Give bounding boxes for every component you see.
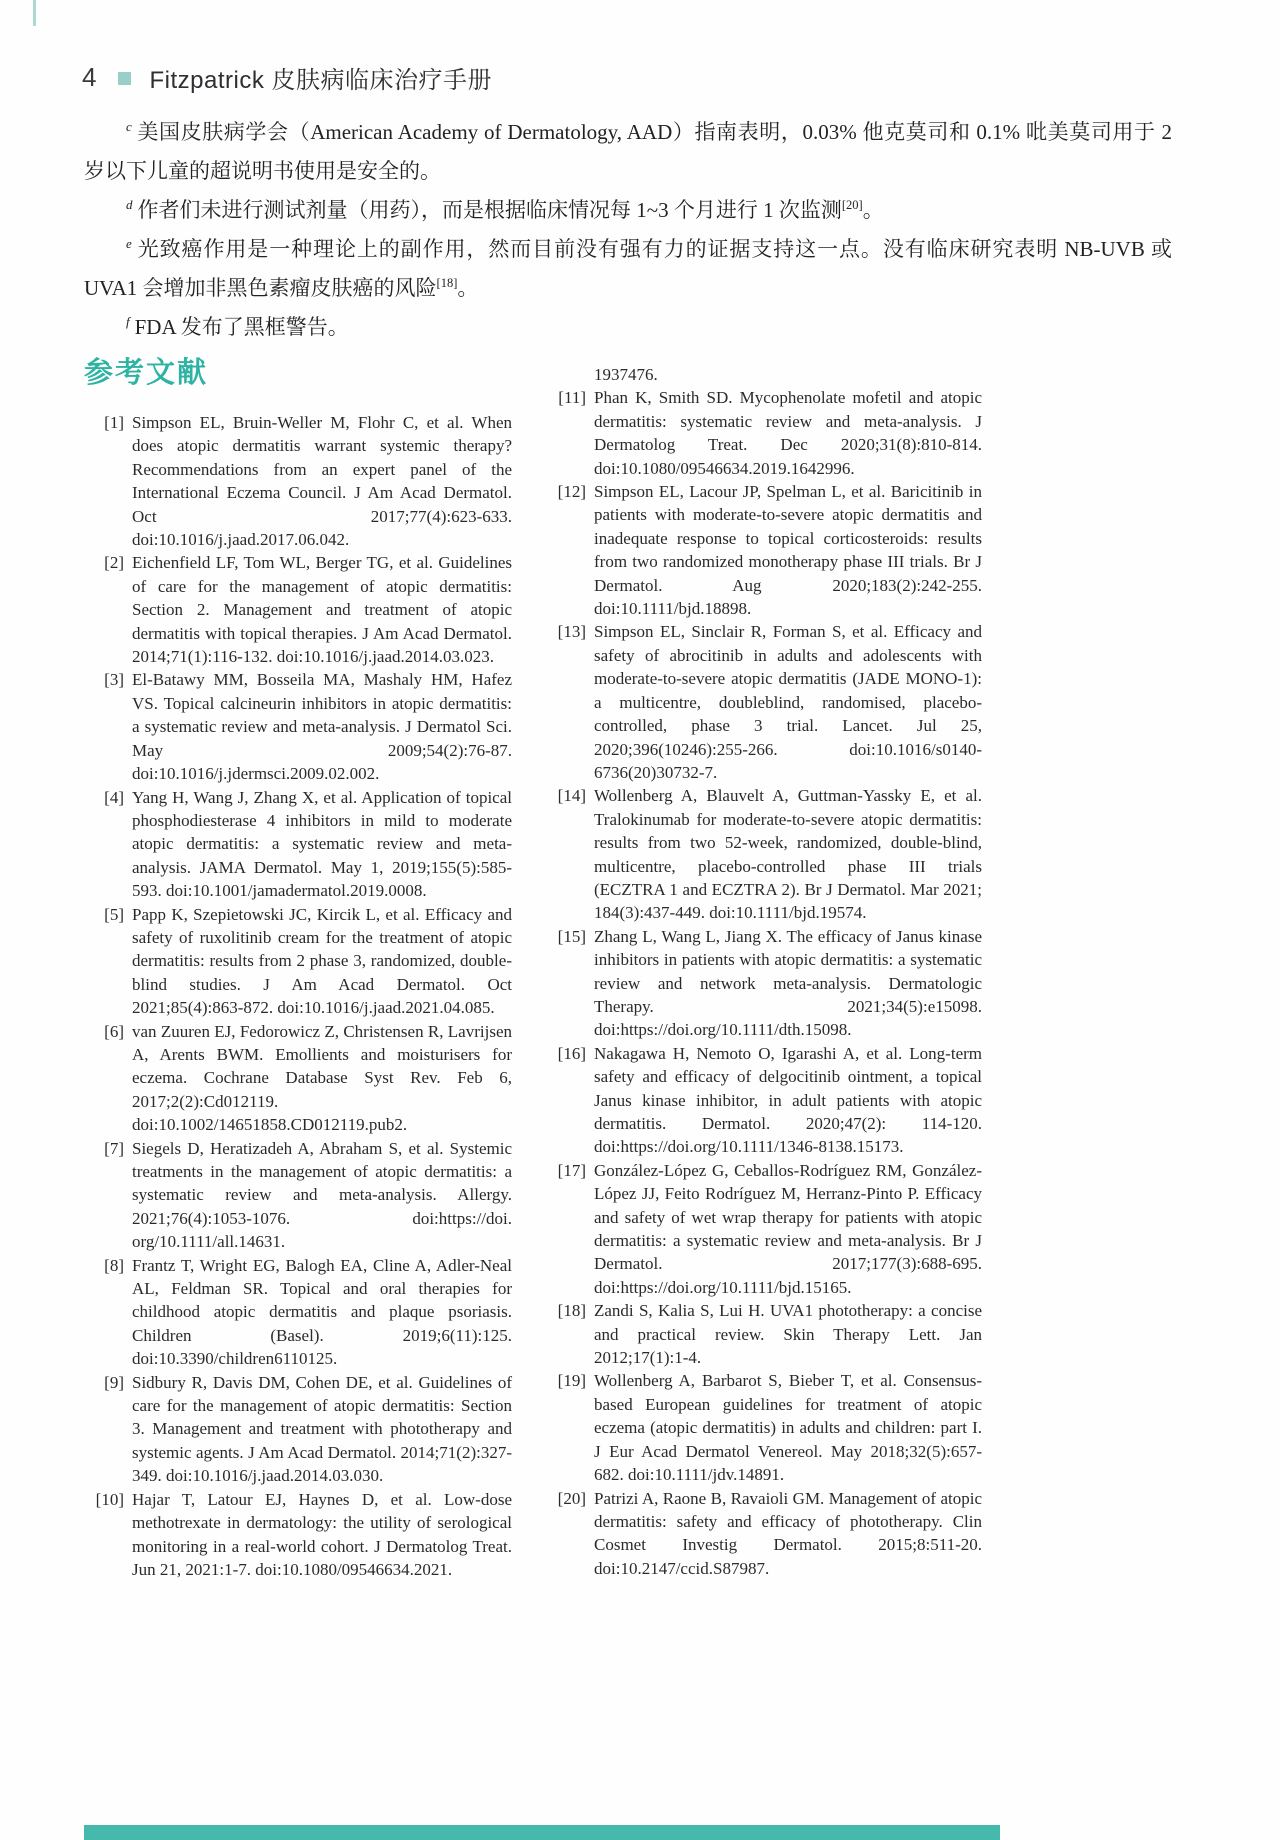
reference-text: Siegels D, Heratizadeh A, Abraham S, et al. Systemic treatments in the management of atopic dermatitis: a systematic review and meta-analysis. Allergy. 2021;76(4):1053-1076. doi:https://doi. org/10.1111/all.14631. <box>132 1138 512 1252</box>
reference-number: [18] <box>557 1301 586 1321</box>
reference-text: Hajar T, Latour EJ, Haynes D, et al. Low-dose methotrexate in dermatology: the utility of serological monitoring in a real-world cohort. J Dermatolog Treat. Jun 21, 2021:1-7. doi:10.1080/09546634.2021. <box>132 1489 512 1579</box>
reference-item <box>84 1020 512 1137</box>
reference-text: El-Batawy MM, Bosseila MA, Mashaly HM, Hafez VS. Topical calcineurin inhibitors in atopic dermatitis: a systematic review and meta-analysis. J Dermatol Sci. May 2009;54(2):76-87. doi:10.1016/j.jdermsci.2009.02.002. <box>132 670 512 784</box>
reference-number: [3] <box>104 670 124 690</box>
footnote-marker: d <box>126 197 133 212</box>
reference-text: Papp K, Szepietowski JC, Kircik L, et al. Efficacy and safety of ruxolitinib cream for the treatment of atopic dermatitis: results from 2 phase 3, randomized, double-blind studies. J Am Acad Dermatol. Oct 2021;85(4):863-872. doi:10.1016/j.jaad.2021.04.085. <box>132 904 512 1018</box>
reference-number: [5] <box>104 904 124 924</box>
reference-item <box>84 1254 512 1371</box>
reference-item <box>84 786 512 903</box>
reference-text: Zandi S, Kalia S, Lui H. UVA1 phototherapy: a concise and practical review. Skin Therapy Lett. Jan 2012;17(1):1-4. <box>594 1301 982 1368</box>
footnote-e <box>84 227 1172 305</box>
references-column-right <box>546 350 982 1581</box>
reference-text: Eichenfield LF, Tom WL, Berger TG, et al. Guidelines of care for the management of atopic dermatitis: Section 2. Management and treatment of atopic dermatitis with topical therapies. J Am Acad Dermatol. 2014;71(1):116-132. doi:10.1016/j.jaad.2014.03.023. <box>132 553 512 667</box>
reference-number: [7] <box>104 1138 124 1158</box>
reference-text: Wollenberg A, Blauvelt A, Guttman-Yassky E, et al. Tralokinumab for moderate-to-severe atopic dermatitis: results from two 52-week, randomized, double-blind, multicentre, placebo-controlled phase III trials (ECZTRA 1 and ECZTRA 2). Br J Dermatol. Mar 2021; 184(3):437-449. doi:10.1111/bjd.19574. <box>594 786 982 923</box>
reference-number: [4] <box>104 787 124 807</box>
footnote-c <box>84 110 1172 188</box>
reference-number: [15] <box>557 926 586 946</box>
footnote-d <box>84 188 1172 227</box>
footnote-text: 光致癌作用是一种理论上的副作用，然而目前没有强有力的证据支持这一点。没有临床研究表明 NB-UVB 或 UVA1 会增加非黑色素瘤皮肤癌的风险 <box>84 237 1172 300</box>
footer-accent-bar <box>84 1825 1000 1840</box>
footnote-text: 作者们未进行测试剂量（用药），而是根据临床情况每 1~3 个月进行 1 次监测 <box>137 198 842 222</box>
reference-number: [10] <box>95 1489 124 1509</box>
reference-text: van Zuuren EJ, Fedorowicz Z, Christensen R, Lavrijsen A, Arents BWM. Emollients and moisturisers for eczema. Cochrane Database Syst Rev. Feb 6, 2017;2(2):Cd012119. doi:10.1002/14651858.CD012119.pub2. <box>132 1021 512 1135</box>
reference-item <box>546 386 982 480</box>
reference-number: [1] <box>104 413 124 432</box>
footnote-marker: e <box>126 236 132 251</box>
page-header <box>82 60 492 95</box>
references-section <box>84 350 982 1581</box>
reference-text: Yang H, Wang J, Zhang X, et al. Application of topical phosphodiesterase 4 inhibitors in mild to moderate atopic dermatitis: a systematic review and meta-analysis. JAMA Dermatol. May 1, 2019;155(5):585-593. doi:10.1001/jamadermatol.2019.0008. <box>132 787 512 901</box>
reference-text: Nakagawa H, Nemoto O, Igarashi A, et al. Long-term safety and efficacy of delgocitinib ointment, a topical Janus kinase inhibitor, in adult patients with atopic dermatitis. Dermatol. 2020;47(2): 114-120. doi:https://doi.org/10.1111/1346-8138.15173. <box>594 1043 982 1157</box>
page-number: 4 <box>82 62 97 92</box>
references-heading: 参考文献 <box>84 357 209 389</box>
page-edge-mark <box>33 0 36 26</box>
reference-number: [8] <box>104 1255 124 1275</box>
reference-item <box>546 784 982 924</box>
reference-item <box>84 668 512 785</box>
reference-text: Phan K, Smith SD. Mycophenolate mofetil and atopic dermatitis: systematic review and meta-analysis. J Dermatolog Treat. Dec 2020;31(8):810-814. doi:10.1080/09546634.2019.1642996. <box>594 388 982 478</box>
square-bullet-icon <box>118 72 131 85</box>
footnote-text-end: 。 <box>862 198 884 222</box>
reference-text: Simpson EL, Lacour JP, Spelman L, et al. Baricitinib in patients with moderate-to-severe atopic dermatitis and inadequate response to topical corticosteroids: results from two randomized monotherapy phase III trials. Br J Dermatol. Aug 2020;183(2):242-255. doi:10.1111/bjd.18898. <box>594 482 982 619</box>
reference-item <box>546 1159 982 1299</box>
references-column-left <box>84 350 512 1581</box>
reference-item <box>546 620 982 784</box>
reference-number: [14] <box>557 786 586 806</box>
footnote-marker: f <box>126 314 130 329</box>
book-title: Fitzpatrick 皮肤病临床治疗手册 <box>149 67 492 94</box>
reference-item <box>84 1137 512 1254</box>
footnote-text: FDA 发布了黑框警告。 <box>134 315 349 339</box>
reference-item <box>546 1042 982 1159</box>
reference-text: Simpson EL, Sinclair R, Forman S, et al. Efficacy and safety of abrocitinib in adults and adolescents with moderate-to-severe atopic dermatitis (JADE MONO-1): a multicentre, doubleblind, randomised, placebo-controlled, phase 3 trial. Lancet. Jul 25, 2020;396(10246):255-266. doi:10.1016/s0140-6736(20)30732-7. <box>594 622 982 782</box>
reference-item <box>84 1371 512 1488</box>
reference-item <box>546 925 982 1042</box>
footnote-f <box>84 305 1172 344</box>
reference-number: [20] <box>557 1488 586 1508</box>
footnote-citation: [18] <box>436 276 458 290</box>
reference-number: [2] <box>104 553 124 573</box>
footnote-marker: c <box>126 119 132 134</box>
reference-item <box>84 411 512 551</box>
reference-item <box>546 1487 982 1581</box>
reference-text: 1937476. <box>594 365 658 384</box>
reference-text: Simpson EL, Bruin-Weller M, Flohr C, et al. When does atopic dermatitis warrant systemic therapy? Recommendations from an expert panel of the International Eczema Council. J Am Acad Dermatol. Oct 2017;77(4):623-633. doi:10.1016/j.jaad.2017.06.042. <box>132 413 512 550</box>
reference-text: González-López G, Ceballos-Rodríguez RM, González-López JJ, Feito Rodríguez M, Herranz-Pinto P. Efficacy and safety of wet wrap therapy for patients with atopic dermatitis: a systematic review and meta-analysis. Br J Dermatol. 2017;177(3):688-695. doi:https://doi.org/10.1111/bjd.15165. <box>594 1160 982 1297</box>
reference-item <box>84 1488 512 1582</box>
reference-text: Frantz T, Wright EG, Balogh EA, Cline A, Adler-Neal AL, Feldman SR. Topical and oral therapies for childhood atopic dermatitis and plaque psoriasis. Children (Basel). 2019;6(11):125. doi:10.3390/children6110125. <box>132 1255 512 1369</box>
reference-number: [19] <box>557 1371 586 1391</box>
reference-text: Wollenberg A, Barbarot S, Bieber T, et al. Consensus-based European guidelines for treatment of atopic eczema (atopic dermatitis) in adults and children: part I. J Eur Acad Dermatol Venereol. May 2018;32(5):657-682. doi:10.1111/jdv.14891. <box>594 1371 982 1485</box>
reference-text: Zhang L, Wang L, Jiang X. The efficacy of Janus kinase inhibitors in patients with atopic dermatitis: a systematic review and network meta-analysis. Dermatologic Therapy. 2021;34(5):e15098. doi:https://doi.org/10.1111/dth.15098. <box>594 926 982 1040</box>
reference-continuation <box>546 363 982 386</box>
footnote-text: 美国皮肤病学会（American Academy of Dermatology, AAD）指南表明，0.03% 他克莫司和 0.1% 吡美莫司用于 2 岁以下儿童的超说明书使用是安全的。 <box>84 120 1172 183</box>
reference-number: [11] <box>558 388 586 408</box>
reference-number: [9] <box>104 1372 124 1392</box>
reference-item <box>84 551 512 668</box>
reference-number: [16] <box>557 1043 586 1063</box>
footnote-text-end: 。 <box>457 276 479 300</box>
reference-number: [12] <box>557 482 586 502</box>
reference-text: Patrizi A, Raone B, Ravaioli GM. Management of atopic dermatitis: safety and efficacy of phototherapy. Clin Cosmet Investig Dermatol. 2015;8:511-20. doi:10.2147/ccid.S87987. <box>594 1488 982 1578</box>
reference-number: [6] <box>104 1021 124 1041</box>
reference-text: Sidbury R, Davis DM, Cohen DE, et al. Guidelines of care for the management of atopic dermatitis: Section 3. Management and treatment with phototherapy and systemic agents. J Am Acad Dermatol. 2014;71(2):327-349. doi:10.1016/j.jaad.2014.03.030. <box>132 1372 512 1486</box>
reference-number <box>546 363 586 386</box>
reference-item <box>546 1299 982 1369</box>
reference-item <box>546 480 982 620</box>
reference-item <box>84 903 512 1020</box>
reference-number: [13] <box>557 622 586 642</box>
footnotes-section <box>84 110 1172 344</box>
footnote-citation: [20] <box>841 198 863 212</box>
reference-number: [17] <box>557 1160 586 1180</box>
reference-item <box>546 1369 982 1486</box>
